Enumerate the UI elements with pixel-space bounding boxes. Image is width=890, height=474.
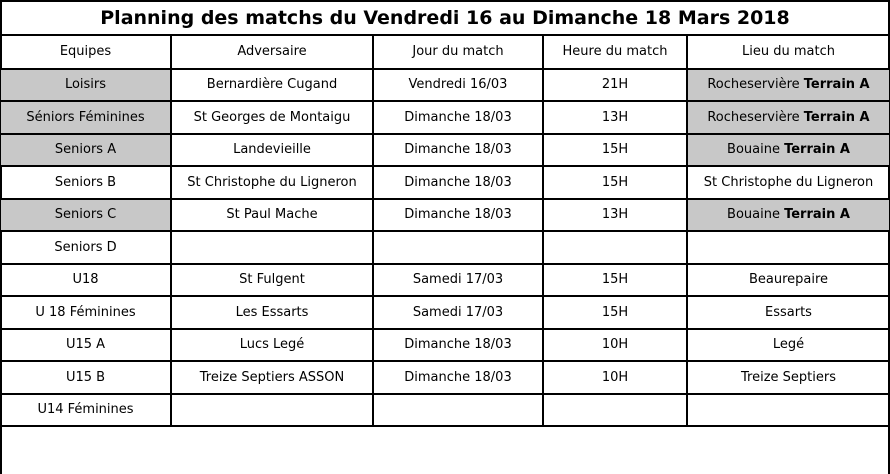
opponent-cell: Landevieille <box>171 134 373 167</box>
team-cell: Seniors B <box>1 166 171 199</box>
team-cell: U15 A <box>1 329 171 362</box>
place-field: Terrain A <box>784 207 850 223</box>
time-cell: 13H <box>543 199 687 232</box>
day-cell: Dimanche 18/03 <box>373 361 543 394</box>
time-cell <box>543 231 687 264</box>
place-cell <box>687 264 889 297</box>
team-cell: Loisirs <box>1 69 171 102</box>
time-cell: 15H <box>543 166 687 199</box>
opponent-cell: Treize Septiers ASSON <box>171 361 373 394</box>
day-cell: Dimanche 18/03 <box>373 166 543 199</box>
place-cell <box>687 394 889 427</box>
table-row <box>1 361 889 394</box>
place-cell <box>687 199 889 232</box>
header-cell-time: Heure du match <box>543 36 687 69</box>
time-cell: 10H <box>543 361 687 394</box>
schedule-table-body <box>1 36 889 426</box>
place-cell <box>687 166 889 199</box>
header-cell-opponent: Adversaire <box>171 36 373 69</box>
place-field: Terrain A <box>803 109 870 125</box>
place-cell <box>687 231 889 264</box>
place-name: Beaurepaire <box>748 272 829 288</box>
team-cell: U15 B <box>1 361 171 394</box>
header-cell-team: Equipes <box>1 36 171 69</box>
opponent-cell: Bernardière Cugand <box>171 69 373 102</box>
place-name: Treize Septiers <box>741 369 836 385</box>
time-cell: 15H <box>543 264 687 297</box>
team-cell: Seniors A <box>1 134 171 167</box>
day-cell: Vendredi 16/03 <box>373 69 543 102</box>
table-row <box>1 101 889 134</box>
table-row <box>1 199 889 232</box>
opponent-cell: St Georges de Montaigu <box>171 101 373 134</box>
place-name: Rocheservière <box>707 109 804 125</box>
day-cell: Dimanche 18/03 <box>373 134 543 167</box>
place-cell <box>687 329 889 362</box>
opponent-cell: St Fulgent <box>171 264 373 297</box>
day-cell: Dimanche 18/03 <box>373 101 543 134</box>
table-row <box>1 394 889 427</box>
time-cell <box>543 394 687 427</box>
day-cell: Dimanche 18/03 <box>373 199 543 232</box>
day-cell <box>373 231 543 264</box>
time-cell: 21H <box>543 69 687 102</box>
table-row <box>1 134 889 167</box>
place-name: Legé <box>772 337 805 353</box>
day-cell <box>373 394 543 427</box>
place-name: Bouaine <box>727 207 785 223</box>
page-title: Planning des matchs du Vendredi 16 au Dimanche 18 Mars 2018 <box>100 7 790 29</box>
team-cell: U18 <box>1 264 171 297</box>
place-cell <box>687 134 889 167</box>
place-cell <box>687 101 889 134</box>
opponent-cell: St Christophe du Ligneron <box>171 166 373 199</box>
place-name: Rocheservière <box>707 77 804 93</box>
opponent-cell <box>171 231 373 264</box>
table-row <box>1 329 889 362</box>
schedule-table <box>1 36 889 427</box>
opponent-cell: St Paul Mache <box>171 199 373 232</box>
time-cell: 13H <box>543 101 687 134</box>
place-cell <box>687 361 889 394</box>
header-cell-place: Lieu du match <box>687 36 889 69</box>
table-row <box>1 296 889 329</box>
title-bar <box>2 2 888 36</box>
table-row <box>1 69 889 102</box>
team-cell: Séniors Féminines <box>1 101 171 134</box>
place-name: Essarts <box>765 304 812 320</box>
team-cell: Seniors D <box>1 231 171 264</box>
place-field: Terrain A <box>784 142 850 158</box>
opponent-cell: Lucs Legé <box>171 329 373 362</box>
opponent-cell <box>171 394 373 427</box>
place-name: St Christophe du Ligneron <box>703 174 874 190</box>
day-cell: Samedi 17/03 <box>373 296 543 329</box>
opponent-cell: Les Essarts <box>171 296 373 329</box>
place-cell <box>687 69 889 102</box>
header-cell-day: Jour du match <box>373 36 543 69</box>
time-cell: 15H <box>543 296 687 329</box>
day-cell: Dimanche 18/03 <box>373 329 543 362</box>
team-cell: U 18 Féminines <box>1 296 171 329</box>
place-field: Terrain A <box>803 77 870 93</box>
team-cell: Seniors C <box>1 199 171 232</box>
time-cell: 15H <box>543 134 687 167</box>
table-row <box>1 264 889 297</box>
place-cell <box>687 296 889 329</box>
team-cell: U14 Féminines <box>1 394 171 427</box>
day-cell: Samedi 17/03 <box>373 264 543 297</box>
time-cell: 10H <box>543 329 687 362</box>
place-name: Bouaine <box>727 142 785 158</box>
table-row <box>1 166 889 199</box>
table-row <box>1 231 889 264</box>
header-row <box>1 36 889 69</box>
